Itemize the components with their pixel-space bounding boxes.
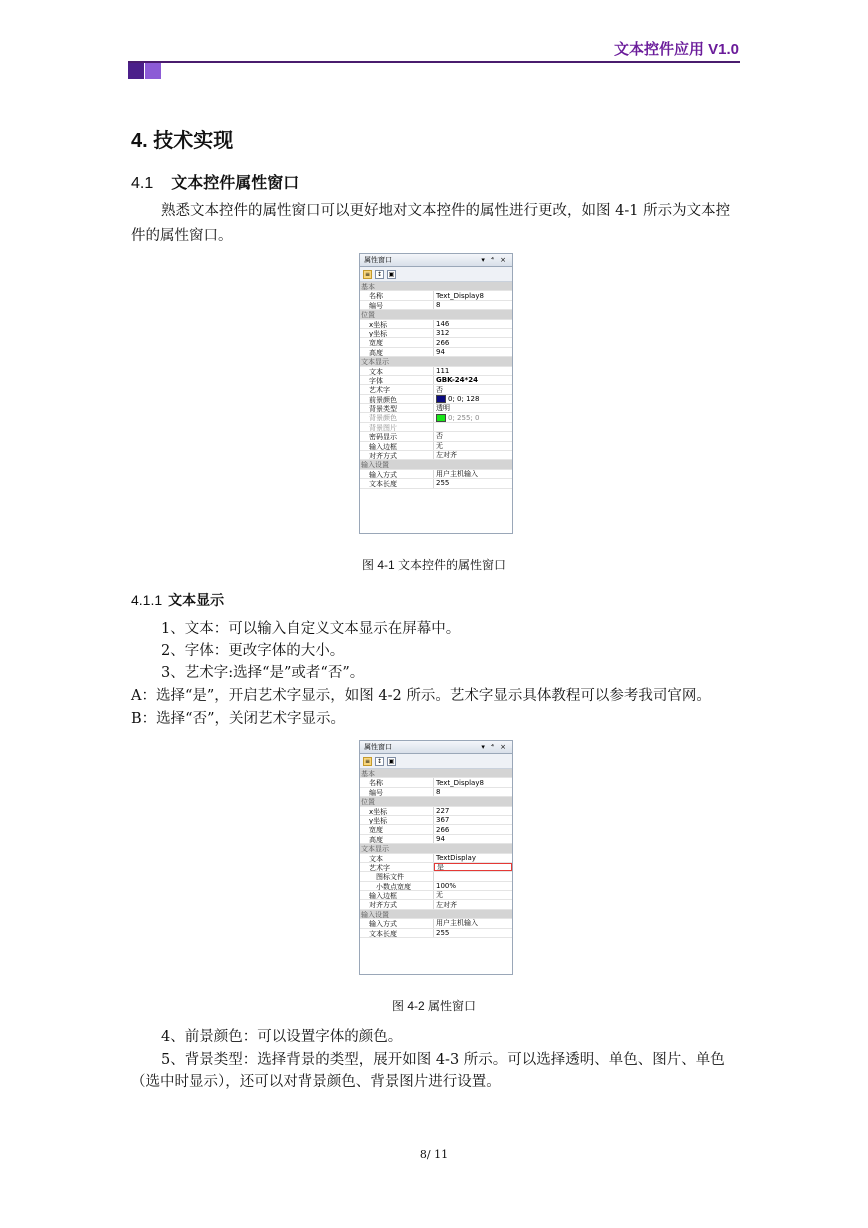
category-label: 输入设置	[361, 910, 389, 919]
property-name: 文本	[360, 854, 434, 862]
category-label: 基本	[361, 283, 375, 291]
property-name: y坐标	[360, 329, 434, 337]
property-row[interactable]	[360, 432, 512, 441]
section-title: 4. 技术实现	[131, 130, 234, 152]
property-row[interactable]	[360, 395, 512, 404]
property-window-figure-2	[359, 740, 513, 975]
category-label: 文本显示	[361, 845, 389, 853]
categorized-icon: ≡	[364, 757, 371, 765]
property-value-text: 无	[436, 441, 443, 450]
property-name: 宽度	[360, 338, 434, 346]
property-value-text: 用户主机输入	[436, 919, 478, 928]
sort-alpha-icon: ↕	[376, 270, 383, 278]
property-value-text: 透明	[436, 404, 450, 413]
property-window-titlebar	[360, 254, 512, 267]
property-row[interactable]	[360, 320, 512, 329]
property-name: 艺术字	[360, 863, 434, 871]
item-art-text: 3、艺术字:选择“是”或者“否”。	[161, 665, 365, 681]
property-category[interactable]	[360, 797, 512, 806]
property-row[interactable]	[360, 338, 512, 347]
property-value[interactable]	[434, 338, 512, 346]
property-value[interactable]	[434, 919, 512, 927]
property-value[interactable]	[434, 451, 512, 459]
categorized-icon: ≡	[364, 270, 371, 278]
property-value[interactable]	[434, 301, 512, 309]
property-value[interactable]	[434, 376, 512, 384]
property-row[interactable]	[360, 404, 512, 413]
property-value[interactable]	[434, 479, 512, 487]
item-text: 1、文本：可以输入自定义文本显示在屏幕中。	[161, 621, 461, 637]
header-title: 文本控件应用 V1.0	[613, 41, 739, 58]
property-pages-icon: ▣	[388, 757, 395, 765]
item-option-a: A：选择“是”，开启艺术字显示，如图 4-2 所示。艺术字显示具体教程可以参考我司官网。	[131, 688, 711, 704]
header-rule	[128, 61, 740, 63]
property-name: 对齐方式	[360, 451, 434, 459]
property-row[interactable]	[360, 835, 512, 844]
item-option-b: B：选择“否”，关闭艺术字显示。	[131, 711, 345, 727]
item-foreground-color: 4、前景颜色：可以设置字体的颜色。	[161, 1029, 403, 1045]
property-value[interactable]	[434, 404, 512, 412]
item-font: 2、字体：更改字体的大小。	[161, 643, 345, 659]
property-name: x坐标	[360, 320, 434, 328]
property-value[interactable]	[434, 367, 512, 375]
property-value[interactable]	[434, 291, 512, 299]
property-row[interactable]	[360, 413, 512, 422]
property-rows	[360, 282, 512, 489]
property-row[interactable]	[360, 376, 512, 385]
property-value[interactable]	[434, 348, 512, 356]
property-window-title: 属性窗口	[364, 743, 392, 751]
property-value[interactable]	[434, 825, 512, 833]
property-name: 输入边框	[360, 891, 434, 899]
property-value[interactable]	[434, 863, 512, 871]
subsubsection-heading	[131, 590, 224, 610]
property-value-text: 94	[436, 834, 445, 843]
property-value[interactable]	[434, 320, 512, 328]
property-toolbar	[360, 754, 512, 769]
property-row[interactable]	[360, 442, 512, 451]
figure-1-caption: 图 4-1 文本控件的属性窗口	[361, 558, 506, 572]
property-name: 输入方式	[360, 919, 434, 927]
property-name: 图标文件	[360, 872, 434, 880]
property-value[interactable]	[434, 329, 512, 337]
property-name: 名称	[360, 291, 434, 299]
property-name: 背景颜色	[360, 413, 434, 421]
property-value-text: 左对齐	[436, 451, 457, 460]
property-rows	[360, 769, 512, 938]
property-row[interactable]	[360, 385, 512, 394]
property-value[interactable]	[434, 413, 512, 421]
category-label: 文本显示	[361, 358, 389, 366]
property-value[interactable]	[434, 395, 512, 403]
property-row[interactable]	[360, 301, 512, 310]
property-value[interactable]	[434, 872, 512, 880]
property-name: 小数点宽度	[360, 882, 434, 890]
property-name: 对齐方式	[360, 900, 434, 908]
property-name: 输入边框	[360, 442, 434, 450]
property-name: x坐标	[360, 807, 434, 815]
property-value[interactable]	[434, 385, 512, 393]
property-category[interactable]	[360, 282, 512, 291]
property-name: 文本	[360, 367, 434, 375]
property-row[interactable]	[360, 291, 512, 300]
property-row[interactable]	[360, 891, 512, 900]
property-value-text: 是	[437, 863, 444, 872]
property-value[interactable]	[434, 929, 512, 937]
property-value-text: 无	[436, 891, 443, 900]
figure-2-caption: 图 4-2 属性窗口	[391, 999, 476, 1013]
property-name: 密码显示	[360, 432, 434, 440]
color-swatch	[436, 395, 446, 403]
property-value-text: 8	[436, 787, 441, 796]
property-name: 名称	[360, 778, 434, 786]
property-row[interactable]	[360, 882, 512, 891]
item-background-type: 5、背景类型：选择背景的类型，展开如图 4-3 所示。可以选择透明、单色、图片、单色（选中时显示），还可以对背景颜色、背景图片进行设置。	[131, 1052, 725, 1090]
property-name: 输入方式	[360, 470, 434, 478]
property-row[interactable]	[360, 872, 512, 881]
property-row[interactable]	[360, 470, 512, 479]
property-value-text: 266	[436, 338, 450, 347]
property-value-text: 255	[436, 928, 450, 937]
property-name: 背景图片	[360, 423, 434, 431]
property-value-text: 0; 0; 128	[448, 394, 480, 403]
subsection-number: 4.1	[131, 175, 154, 192]
header-square-dark	[128, 63, 144, 79]
property-name: 宽度	[360, 825, 434, 833]
category-label: 位置	[361, 798, 375, 806]
property-value[interactable]	[434, 882, 512, 890]
property-value-text: 255	[436, 479, 450, 488]
property-toolbar	[360, 267, 512, 282]
property-row[interactable]	[360, 423, 512, 432]
property-value[interactable]	[434, 816, 512, 824]
property-window-title: 属性窗口	[364, 256, 392, 264]
property-category[interactable]	[360, 357, 512, 366]
property-value-text: 266	[436, 825, 450, 834]
property-value[interactable]	[434, 778, 512, 786]
property-value-text: 0; 255; 0	[448, 413, 480, 422]
property-value[interactable]	[434, 900, 512, 908]
property-value-text: 111	[436, 366, 450, 375]
property-category[interactable]	[360, 910, 512, 919]
property-value[interactable]	[434, 423, 512, 431]
property-value-text: 用户主机输入	[436, 470, 478, 479]
header-square-light	[145, 63, 161, 79]
property-value-text: 否	[436, 432, 443, 441]
property-value[interactable]	[434, 807, 512, 815]
property-row[interactable]	[360, 788, 512, 797]
property-name: 编号	[360, 301, 434, 309]
property-value-text: 左对齐	[436, 900, 457, 909]
property-row[interactable]	[360, 329, 512, 338]
sort-alpha-icon: ↕	[376, 757, 383, 765]
property-value-text: 367	[436, 816, 450, 825]
intro-paragraph: 熟悉文本控件的属性窗口可以更好地对文本控件的属性进行更改，如图 4-1 所示为文本控件的属性窗口。	[131, 203, 731, 244]
property-value-text: 94	[436, 347, 445, 356]
property-value-text: 8	[436, 300, 441, 309]
property-name: 字体	[360, 376, 434, 384]
property-row[interactable]	[360, 451, 512, 460]
property-value[interactable]	[434, 470, 512, 478]
property-name: y坐标	[360, 816, 434, 824]
property-value-text: 146	[436, 319, 450, 328]
category-label: 位置	[361, 311, 375, 319]
property-row[interactable]	[360, 854, 512, 863]
property-value-text: Text_Display8	[436, 778, 484, 787]
property-pages-icon: ▣	[388, 270, 395, 278]
category-label: 输入设置	[361, 461, 389, 469]
property-name: 文本长度	[360, 929, 434, 937]
property-value[interactable]	[434, 854, 512, 862]
property-row[interactable]	[360, 348, 512, 357]
property-row[interactable]	[360, 778, 512, 787]
property-row[interactable]	[360, 929, 512, 938]
property-row[interactable]	[360, 900, 512, 909]
page-number: 8/ 11	[419, 1148, 449, 1161]
property-name: 文本长度	[360, 479, 434, 487]
property-row[interactable]	[360, 367, 512, 376]
subsubsection-title: 文本显示	[168, 592, 225, 608]
category-label: 基本	[361, 770, 375, 778]
window-controls: ▾ ⁴ ×	[481, 256, 508, 264]
property-row[interactable]	[360, 825, 512, 834]
property-name: 高度	[360, 835, 434, 843]
property-value-text: TextDisplay	[436, 853, 476, 862]
property-name: 前景颜色	[360, 395, 434, 403]
property-value-text: 227	[436, 806, 450, 815]
subsubsection-number: 4.1.1	[131, 592, 163, 608]
property-value[interactable]	[434, 788, 512, 796]
property-value-text: 312	[436, 329, 450, 338]
property-value[interactable]	[434, 442, 512, 450]
property-row[interactable]	[360, 479, 512, 488]
property-name: 背景类型	[360, 404, 434, 412]
property-row[interactable]	[360, 863, 512, 872]
property-name: 艺术字	[360, 385, 434, 393]
property-value[interactable]	[434, 432, 512, 440]
property-row[interactable]	[360, 919, 512, 928]
property-row[interactable]	[360, 807, 512, 816]
property-window-titlebar	[360, 741, 512, 754]
subsection-title: 文本控件属性窗口	[171, 175, 300, 192]
property-category[interactable]	[360, 310, 512, 319]
subsection-heading	[131, 170, 299, 193]
property-value[interactable]	[434, 891, 512, 899]
property-value[interactable]	[434, 835, 512, 843]
property-name: 高度	[360, 348, 434, 356]
property-value-text: Text_Display8	[436, 291, 484, 300]
property-category[interactable]	[360, 769, 512, 778]
window-controls: ▾ ⁴ ×	[481, 743, 508, 751]
property-category[interactable]	[360, 844, 512, 853]
property-category[interactable]	[360, 460, 512, 469]
color-swatch	[436, 414, 446, 422]
property-row[interactable]	[360, 816, 512, 825]
property-name: 编号	[360, 788, 434, 796]
property-window-figure-1	[359, 253, 513, 534]
property-value-text: 否	[436, 385, 443, 394]
property-value-text: GBK-24*24	[436, 376, 478, 385]
property-value-text: 100%	[436, 881, 457, 890]
